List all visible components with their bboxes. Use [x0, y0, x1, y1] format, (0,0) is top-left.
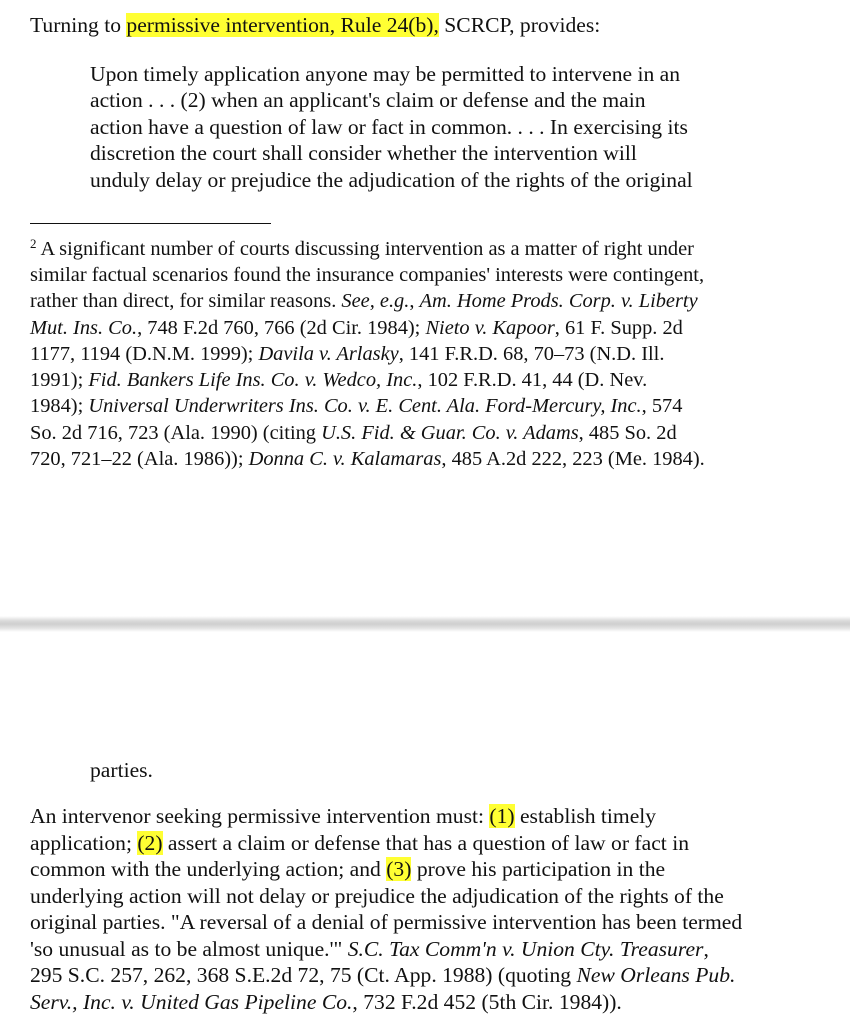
- case-name: Davila v. Arlasky: [258, 343, 399, 365]
- paragraph-text: An intervenor seeking permissive intervention must:: [30, 804, 490, 828]
- case-name: New Orleans Pub.: [576, 963, 736, 987]
- footnote-text: ,: [409, 290, 420, 312]
- page-break: [0, 616, 850, 632]
- footnote-text: , 574: [641, 395, 683, 417]
- paragraph-line: [30, 962, 735, 989]
- footnote-line: [30, 288, 698, 314]
- footnote-text: , 102 F.R.D. 41, 44 (D. Nev.: [417, 369, 648, 391]
- paragraph-text: establish timely: [514, 804, 657, 828]
- highlighted-number: (3): [386, 857, 412, 881]
- quote-line: discretion the court shall consider whether the intervention will: [90, 141, 637, 165]
- paragraph-text: 'so unusual as to be almost unique.'": [30, 937, 348, 961]
- paragraph-line: [30, 830, 689, 857]
- quote-line: action . . . (2) when an applicant's claim or defense and the main: [90, 88, 646, 112]
- paragraph-line: [30, 989, 622, 1016]
- footnote-line: similar factual scenarios found the insurance companies' interests were contingent,: [30, 264, 705, 286]
- footnote-marker: 2: [30, 236, 37, 251]
- footnote-line: [30, 315, 683, 341]
- paragraph-text: application;: [30, 831, 138, 855]
- paragraph-text: , 732 F.2d 452 (5th Cir. 1984)).: [352, 990, 622, 1014]
- footnote-line: [30, 393, 682, 419]
- paragraph-line: [30, 803, 656, 830]
- footnote-line: [30, 367, 647, 393]
- footnote-line: [30, 341, 664, 367]
- paragraph-line: underlying action will not delay or prejudice the adjudication of the rights of the: [30, 884, 724, 908]
- quote-line: Upon timely application anyone may be permitted to intervene in an: [90, 62, 681, 86]
- footnote-text: , 748 F.2d 760, 766 (2d Cir. 1984);: [137, 317, 426, 339]
- paragraph-line: [30, 856, 665, 883]
- document-page-2: [0, 632, 850, 1027]
- paragraph-line: original parties. "A reversal of a denial of permissive intervention has been termed: [30, 910, 743, 934]
- case-name: Universal Underwriters Ins. Co. v. E. Cent. Ala. Ford-Mercury, Inc.: [88, 395, 642, 417]
- paragraph-text: common with the underlying action; and: [30, 857, 387, 881]
- highlighted-text: permissive intervention, Rule 24(b),: [126, 13, 439, 37]
- footnote-text: A significant number of courts discussing intervention as a matter of right under: [40, 238, 694, 260]
- footnote-line: [30, 446, 705, 472]
- footnote-text: , 141 F.R.D. 68, 70–73 (N.D. Ill.: [398, 343, 665, 365]
- footnote-text: , 485 So. 2d: [578, 422, 677, 444]
- highlighted-number: (1): [489, 804, 515, 828]
- paragraph-text: ,: [703, 937, 709, 961]
- footnote-text: 1984);: [30, 395, 89, 417]
- case-name: S.C. Tax Comm'n v. Union Cty. Treasurer: [347, 937, 704, 961]
- footnote-text: 720, 721–22 (Ala. 1986));: [30, 448, 249, 470]
- case-name: U.S. Fid. & Guar. Co. v. Adams: [321, 422, 579, 444]
- case-name: Donna C. v. Kalamaras: [248, 448, 442, 470]
- case-name: Fid. Bankers Life Ins. Co. v. Wedco, Inc.: [88, 369, 418, 391]
- quote-line: unduly delay or prejudice the adjudication of the rights of the original: [90, 168, 693, 192]
- case-name: Mut. Ins. Co.: [30, 317, 138, 339]
- footnote-line: [30, 420, 677, 446]
- intro-text-end: SCRCP, provides:: [444, 13, 601, 37]
- footnote-text: , 61 F. Supp. 2d: [554, 317, 683, 339]
- footnote-text: So. 2d 716, 723 (Ala. 1990) (citing: [30, 422, 322, 444]
- footnote-text: 1991);: [30, 369, 89, 391]
- case-name: Nieto v. Kapoor: [425, 317, 555, 339]
- quote-line: action have a question of law or fact in common. . . . In exercising its: [90, 115, 688, 139]
- footnote-text: , 485 A.2d 222, 223 (Me. 1984).: [441, 448, 705, 470]
- paragraph-text: prove his participation in the: [411, 857, 666, 881]
- paragraph-text: 295 S.C. 257, 262, 368 S.E.2d 72, 75 (Ct. App. 1988) (quoting: [30, 963, 577, 987]
- footnote-line: [30, 236, 694, 262]
- quote-continuation: parties.: [90, 758, 153, 782]
- paragraph-text: assert a claim or defense that has a question of law or fact in: [162, 831, 689, 855]
- footnote-text: 1177, 1194 (D.N.M. 1999);: [30, 343, 259, 365]
- footnote-text: rather than direct, for similar reasons.: [30, 290, 342, 312]
- intro-text: Turning to: [30, 13, 122, 37]
- case-name: Serv., Inc. v. United Gas Pipeline Co.: [30, 990, 353, 1014]
- signal-text: See, e.g.: [341, 290, 410, 312]
- intro-line: [30, 12, 600, 39]
- paragraph-line: [30, 936, 709, 963]
- highlighted-number: (2): [137, 831, 163, 855]
- footnote-separator: [30, 223, 271, 224]
- case-name: Am. Home Prods. Corp. v. Liberty: [419, 290, 698, 312]
